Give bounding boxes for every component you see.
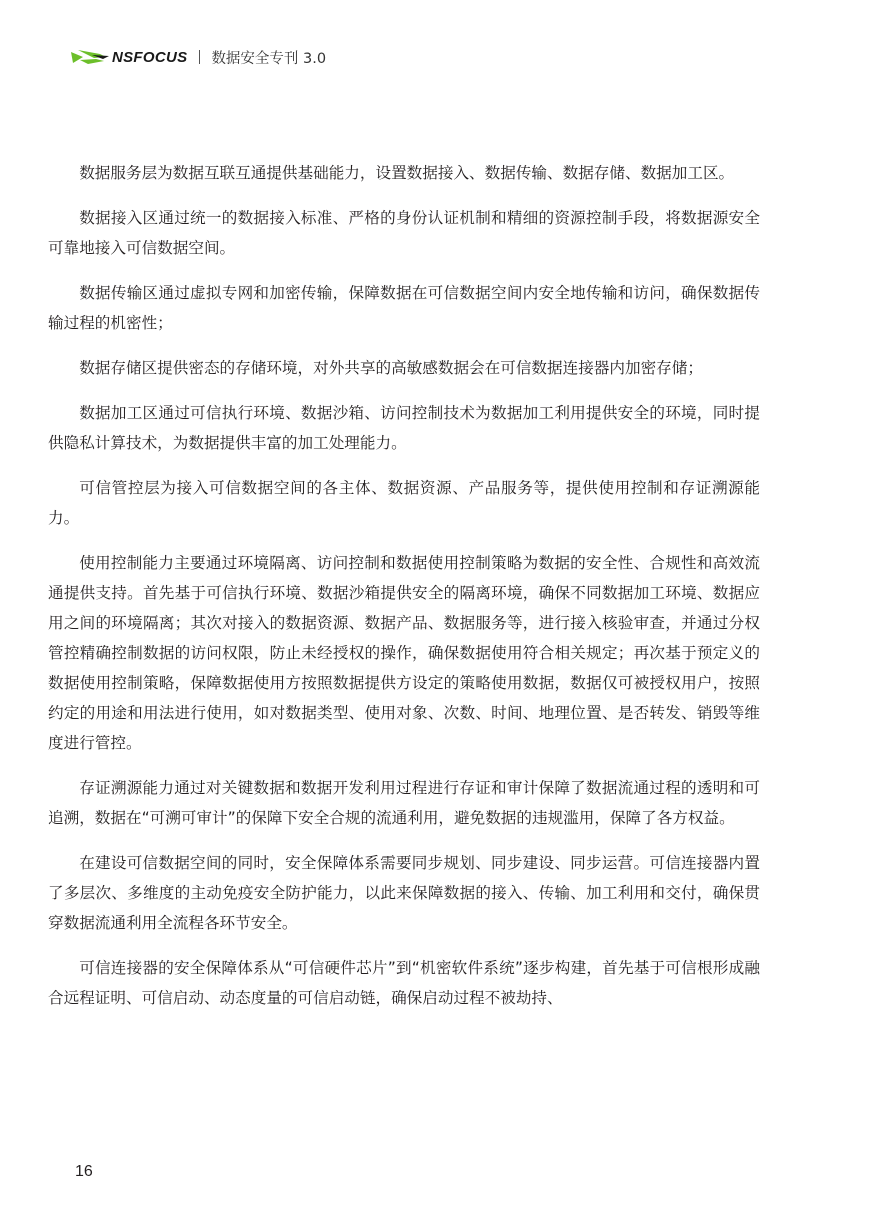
page-header — [70, 44, 326, 70]
paragraph: 数据存储区提供密态的存储环境，对外共享的高敏感数据会在可信数据连接器内加密存储； — [79, 359, 703, 377]
paragraph: 可信管控层为接入可信数据空间的各主体、数据资源、产品服务等，提供使用控制和存证溯源能力。 — [48, 479, 760, 527]
paragraph: 数据接入区通过统一的数据接入标准、严格的身份认证机制和精细的资源控制手段，将数据源安全可靠地接入可信数据空间。 — [48, 209, 760, 257]
paragraph: 可信连接器的安全保障体系从“可信硬件芯片”到“机密软件系统”逐步构建，首先基于可信根形成融合远程证明、可信启动、动态度量的可信启动链，确保启动过程不被劫持、 — [48, 959, 760, 1007]
paragraph: 数据加工区通过可信执行环境、数据沙箱、访问控制技术为数据加工利用提供安全的环境，同时提供隐私计算技术，为数据提供丰富的加工处理能力。 — [48, 404, 760, 452]
paragraph: 数据服务层为数据互联互通提供基础能力，设置数据接入、数据传输、数据存储、数据加工区。 — [79, 164, 735, 182]
paragraph: 使用控制能力主要通过环境隔离、访问控制和数据使用控制策略为数据的安全性、合规性和高效流通提供支持。首先基于可信执行环境、数据沙箱提供安全的隔离环境，确保不同数据加工环境、数据应用之间的环境隔离；其次对接入的数据资源、数据产品、数据服务等，进行接入核验审查，并通过分权管控精确控制数据的访问权限，防止未经授权的操作，确保数据使用符合相关规定；再次基于预定义的数据使用控制策略，保障数据使用方按照数据提供方设定的策略使用数据，数据仅可被授权用户，按照约定的用途和用法进行使用，如对数据类型、使用对象、次数、时间、地理位置、是否转发、销毁等维度进行管控。 — [48, 554, 760, 752]
logo-text: NSFOCUS — [112, 48, 188, 66]
publication-title: 数据安全专刊 3.0 — [211, 50, 327, 67]
page-number: 16 — [75, 1163, 93, 1180]
article-body — [48, 158, 760, 1028]
nsfocus-logo — [70, 44, 187, 70]
nsfocus-logo-icon — [70, 46, 110, 68]
paragraph: 在建设可信数据空间的同时，安全保障体系需要同步规划、同步建设、同步运营。可信连接器内置了多层次、多维度的主动免疫安全防护能力，以此来保障数据的接入、传输、加工利用和交付，确保贯穿数据流通利用全流程各环节安全。 — [48, 854, 760, 932]
paragraph: 数据传输区通过虚拟专网和加密传输，保障数据在可信数据空间内安全地传输和访问，确保数据传输过程的机密性； — [48, 284, 760, 332]
header-divider — [199, 50, 200, 64]
paragraph: 存证溯源能力通过对关键数据和数据开发利用过程进行存证和审计保障了数据流通过程的透明和可追溯，数据在“可溯可审计”的保障下安全合规的流通利用，避免数据的违规滥用，保障了各方权益。 — [48, 779, 760, 827]
